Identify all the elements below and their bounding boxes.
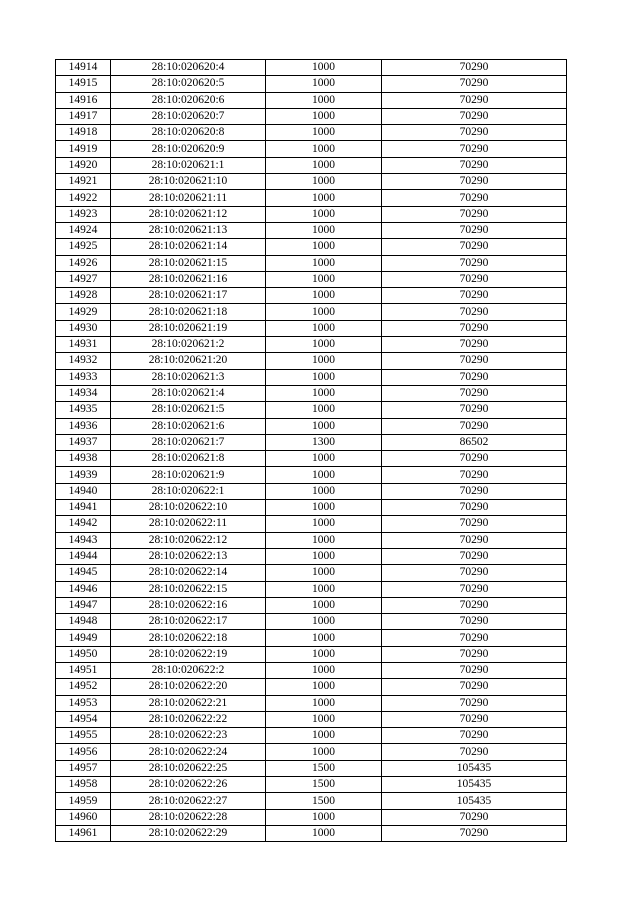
record-number-cell: 14934 [56,385,111,401]
cadastral-number-cell: 28:10:020620:4 [111,60,266,76]
record-number-cell: 14927 [56,271,111,287]
table-row [56,760,567,776]
cadastral-number-cell: 28:10:020622:26 [111,777,266,793]
record-number-cell: 14918 [56,125,111,141]
area-cell: 1000 [266,76,382,92]
value-cell: 105435 [382,777,567,793]
area-cell: 1000 [266,271,382,287]
record-number-cell: 14953 [56,695,111,711]
area-cell: 1000 [266,809,382,825]
value-cell: 70290 [382,809,567,825]
record-number-cell: 14955 [56,728,111,744]
value-cell: 70290 [382,614,567,630]
cadastral-number-cell: 28:10:020621:8 [111,451,266,467]
value-cell: 70290 [382,353,567,369]
area-cell: 1000 [266,825,382,841]
value-cell: 70290 [382,679,567,695]
value-cell: 105435 [382,793,567,809]
table-row [56,271,567,287]
value-cell: 70290 [382,402,567,418]
value-cell: 70290 [382,516,567,532]
value-cell: 86502 [382,434,567,450]
cadastral-number-cell: 28:10:020622:18 [111,630,266,646]
record-number-cell: 14943 [56,532,111,548]
table-row [56,369,567,385]
cadastral-number-cell: 28:10:020622:23 [111,728,266,744]
area-cell: 1000 [266,711,382,727]
area-cell: 1000 [266,516,382,532]
record-number-cell: 14939 [56,467,111,483]
table-row [56,108,567,124]
value-cell: 70290 [382,711,567,727]
table-row [56,222,567,238]
cadastral-number-cell: 28:10:020622:14 [111,565,266,581]
table-row [56,711,567,727]
table-row [56,239,567,255]
area-cell: 1000 [266,304,382,320]
record-number-cell: 14956 [56,744,111,760]
cadastral-number-cell: 28:10:020622:22 [111,711,266,727]
cadastral-number-cell: 28:10:020622:10 [111,500,266,516]
record-number-cell: 14941 [56,500,111,516]
table-row [56,548,567,564]
area-cell: 1000 [266,141,382,157]
record-number-cell: 14948 [56,614,111,630]
cadastral-number-cell: 28:10:020621:3 [111,369,266,385]
record-number-cell: 14945 [56,565,111,581]
table-row [56,728,567,744]
area-cell: 1000 [266,548,382,564]
cadastral-number-cell: 28:10:020621:5 [111,402,266,418]
cadastral-number-cell: 28:10:020621:11 [111,190,266,206]
table-row [56,418,567,434]
table-row [56,190,567,206]
value-cell: 70290 [382,825,567,841]
record-number-cell: 14917 [56,108,111,124]
record-number-cell: 14925 [56,239,111,255]
value-cell: 70290 [382,467,567,483]
cadastral-number-cell: 28:10:020621:15 [111,255,266,271]
cadastral-number-cell: 28:10:020622:28 [111,809,266,825]
cadastral-number-cell: 28:10:020621:20 [111,353,266,369]
value-cell: 70290 [382,288,567,304]
value-cell: 70290 [382,532,567,548]
cadastral-number-cell: 28:10:020622:2 [111,662,266,678]
table-row [56,679,567,695]
value-cell: 70290 [382,630,567,646]
record-number-cell: 14919 [56,141,111,157]
table-row [56,516,567,532]
area-cell: 1000 [266,337,382,353]
cadastral-number-cell: 28:10:020622:21 [111,695,266,711]
table-row [56,532,567,548]
area-cell: 1000 [266,662,382,678]
data-table [55,59,567,842]
area-cell: 1000 [266,532,382,548]
area-cell: 1000 [266,728,382,744]
value-cell: 70290 [382,92,567,108]
cadastral-number-cell: 28:10:020621:12 [111,206,266,222]
area-cell: 1000 [266,695,382,711]
value-cell: 70290 [382,483,567,499]
value-cell: 70290 [382,76,567,92]
cadastral-number-cell: 28:10:020620:6 [111,92,266,108]
cadastral-number-cell: 28:10:020620:5 [111,76,266,92]
table-row [56,500,567,516]
area-cell: 1000 [266,239,382,255]
cadastral-number-cell: 28:10:020622:15 [111,581,266,597]
cadastral-number-cell: 28:10:020622:24 [111,744,266,760]
cadastral-number-cell: 28:10:020621:4 [111,385,266,401]
value-cell: 70290 [382,565,567,581]
cadastral-number-cell: 28:10:020622:25 [111,760,266,776]
value-cell: 70290 [382,337,567,353]
record-number-cell: 14933 [56,369,111,385]
area-cell: 1000 [266,125,382,141]
record-number-cell: 14923 [56,206,111,222]
value-cell: 70290 [382,255,567,271]
area-cell: 1000 [266,614,382,630]
cadastral-number-cell: 28:10:020622:16 [111,597,266,613]
value-cell: 70290 [382,597,567,613]
cadastral-number-cell: 28:10:020621:10 [111,174,266,190]
value-cell: 70290 [382,662,567,678]
area-cell: 1000 [266,483,382,499]
table-row [56,141,567,157]
record-number-cell: 14942 [56,516,111,532]
area-cell: 1000 [266,157,382,173]
area-cell: 1000 [266,174,382,190]
cadastral-number-cell: 28:10:020621:6 [111,418,266,434]
table-row [56,581,567,597]
cadastral-number-cell: 28:10:020621:9 [111,467,266,483]
table-row [56,451,567,467]
record-number-cell: 14944 [56,548,111,564]
record-number-cell: 14960 [56,809,111,825]
value-cell: 70290 [382,222,567,238]
cadastral-number-cell: 28:10:020621:16 [111,271,266,287]
table-row [56,60,567,76]
record-number-cell: 14950 [56,646,111,662]
area-cell: 1000 [266,630,382,646]
table-row [56,288,567,304]
value-cell: 70290 [382,744,567,760]
cadastral-number-cell: 28:10:020621:14 [111,239,266,255]
value-cell: 70290 [382,385,567,401]
table-row [56,174,567,190]
record-number-cell: 14930 [56,320,111,336]
value-cell: 70290 [382,695,567,711]
record-number-cell: 14931 [56,337,111,353]
cadastral-number-cell: 28:10:020622:13 [111,548,266,564]
table-row [56,206,567,222]
table-row [56,662,567,678]
area-cell: 1000 [266,222,382,238]
table-row [56,825,567,841]
value-cell: 70290 [382,157,567,173]
table-row [56,255,567,271]
record-number-cell: 14935 [56,402,111,418]
value-cell: 70290 [382,239,567,255]
value-cell: 70290 [382,369,567,385]
value-cell: 105435 [382,760,567,776]
value-cell: 70290 [382,271,567,287]
area-cell: 1300 [266,434,382,450]
record-number-cell: 14940 [56,483,111,499]
table-row [56,320,567,336]
record-number-cell: 14928 [56,288,111,304]
record-number-cell: 14921 [56,174,111,190]
record-number-cell: 14957 [56,760,111,776]
record-number-cell: 14951 [56,662,111,678]
value-cell: 70290 [382,418,567,434]
record-number-cell: 14937 [56,434,111,450]
cadastral-number-cell: 28:10:020622:19 [111,646,266,662]
cadastral-number-cell: 28:10:020622:17 [111,614,266,630]
value-cell: 70290 [382,500,567,516]
area-cell: 1000 [266,646,382,662]
area-cell: 1000 [266,744,382,760]
cadastral-number-cell: 28:10:020622:27 [111,793,266,809]
table-row [56,304,567,320]
table-row [56,597,567,613]
area-cell: 1000 [266,451,382,467]
area-cell: 1000 [266,288,382,304]
cadastral-number-cell: 28:10:020621:18 [111,304,266,320]
record-number-cell: 14949 [56,630,111,646]
area-cell: 1000 [266,467,382,483]
table-row [56,483,567,499]
cadastral-number-cell: 28:10:020622:11 [111,516,266,532]
cadastral-number-cell: 28:10:020621:19 [111,320,266,336]
table-row [56,385,567,401]
area-cell: 1000 [266,190,382,206]
record-number-cell: 14958 [56,777,111,793]
value-cell: 70290 [382,141,567,157]
area-cell: 1000 [266,565,382,581]
cadastral-number-cell: 28:10:020620:7 [111,108,266,124]
table-row [56,467,567,483]
area-cell: 1000 [266,597,382,613]
cadastral-number-cell: 28:10:020622:20 [111,679,266,695]
area-cell: 1000 [266,92,382,108]
value-cell: 70290 [382,304,567,320]
record-number-cell: 14954 [56,711,111,727]
value-cell: 70290 [382,108,567,124]
area-cell: 1500 [266,760,382,776]
area-cell: 1000 [266,418,382,434]
table-row [56,353,567,369]
table-body [56,60,567,842]
cadastral-number-cell: 28:10:020622:29 [111,825,266,841]
record-number-cell: 14929 [56,304,111,320]
record-number-cell: 14932 [56,353,111,369]
cadastral-number-cell: 28:10:020620:8 [111,125,266,141]
record-number-cell: 14961 [56,825,111,841]
table-row [56,92,567,108]
area-cell: 1000 [266,402,382,418]
area-cell: 1000 [266,108,382,124]
record-number-cell: 14924 [56,222,111,238]
cadastral-number-cell: 28:10:020621:17 [111,288,266,304]
table-row [56,695,567,711]
table-row [56,157,567,173]
table-row [56,125,567,141]
area-cell: 1000 [266,320,382,336]
record-number-cell: 14938 [56,451,111,467]
value-cell: 70290 [382,320,567,336]
record-number-cell: 14920 [56,157,111,173]
value-cell: 70290 [382,581,567,597]
area-cell: 1000 [266,385,382,401]
cadastral-number-cell: 28:10:020621:1 [111,157,266,173]
area-cell: 1000 [266,369,382,385]
area-cell: 1000 [266,500,382,516]
table-row [56,614,567,630]
area-cell: 1000 [266,206,382,222]
cadastral-number-cell: 28:10:020622:1 [111,483,266,499]
area-cell: 1500 [266,793,382,809]
table-row [56,793,567,809]
table-row [56,76,567,92]
table-row [56,744,567,760]
value-cell: 70290 [382,728,567,744]
area-cell: 1000 [266,679,382,695]
table-row [56,402,567,418]
record-number-cell: 14922 [56,190,111,206]
table-row [56,630,567,646]
area-cell: 1000 [266,581,382,597]
cadastral-number-cell: 28:10:020621:2 [111,337,266,353]
area-cell: 1500 [266,777,382,793]
record-number-cell: 14959 [56,793,111,809]
table-row [56,777,567,793]
record-number-cell: 14926 [56,255,111,271]
cadastral-number-cell: 28:10:020622:12 [111,532,266,548]
record-number-cell: 14936 [56,418,111,434]
record-number-cell: 14915 [56,76,111,92]
table-row [56,565,567,581]
table-row [56,646,567,662]
value-cell: 70290 [382,190,567,206]
table-row [56,434,567,450]
value-cell: 70290 [382,206,567,222]
value-cell: 70290 [382,174,567,190]
area-cell: 1000 [266,255,382,271]
record-number-cell: 14946 [56,581,111,597]
record-number-cell: 14916 [56,92,111,108]
cadastral-number-cell: 28:10:020621:7 [111,434,266,450]
record-number-cell: 14952 [56,679,111,695]
table-row [56,337,567,353]
value-cell: 70290 [382,646,567,662]
cadastral-number-cell: 28:10:020620:9 [111,141,266,157]
cadastral-number-cell: 28:10:020621:13 [111,222,266,238]
value-cell: 70290 [382,60,567,76]
value-cell: 70290 [382,548,567,564]
value-cell: 70290 [382,451,567,467]
record-number-cell: 14914 [56,60,111,76]
area-cell: 1000 [266,60,382,76]
area-cell: 1000 [266,353,382,369]
table-row [56,809,567,825]
value-cell: 70290 [382,125,567,141]
record-number-cell: 14947 [56,597,111,613]
